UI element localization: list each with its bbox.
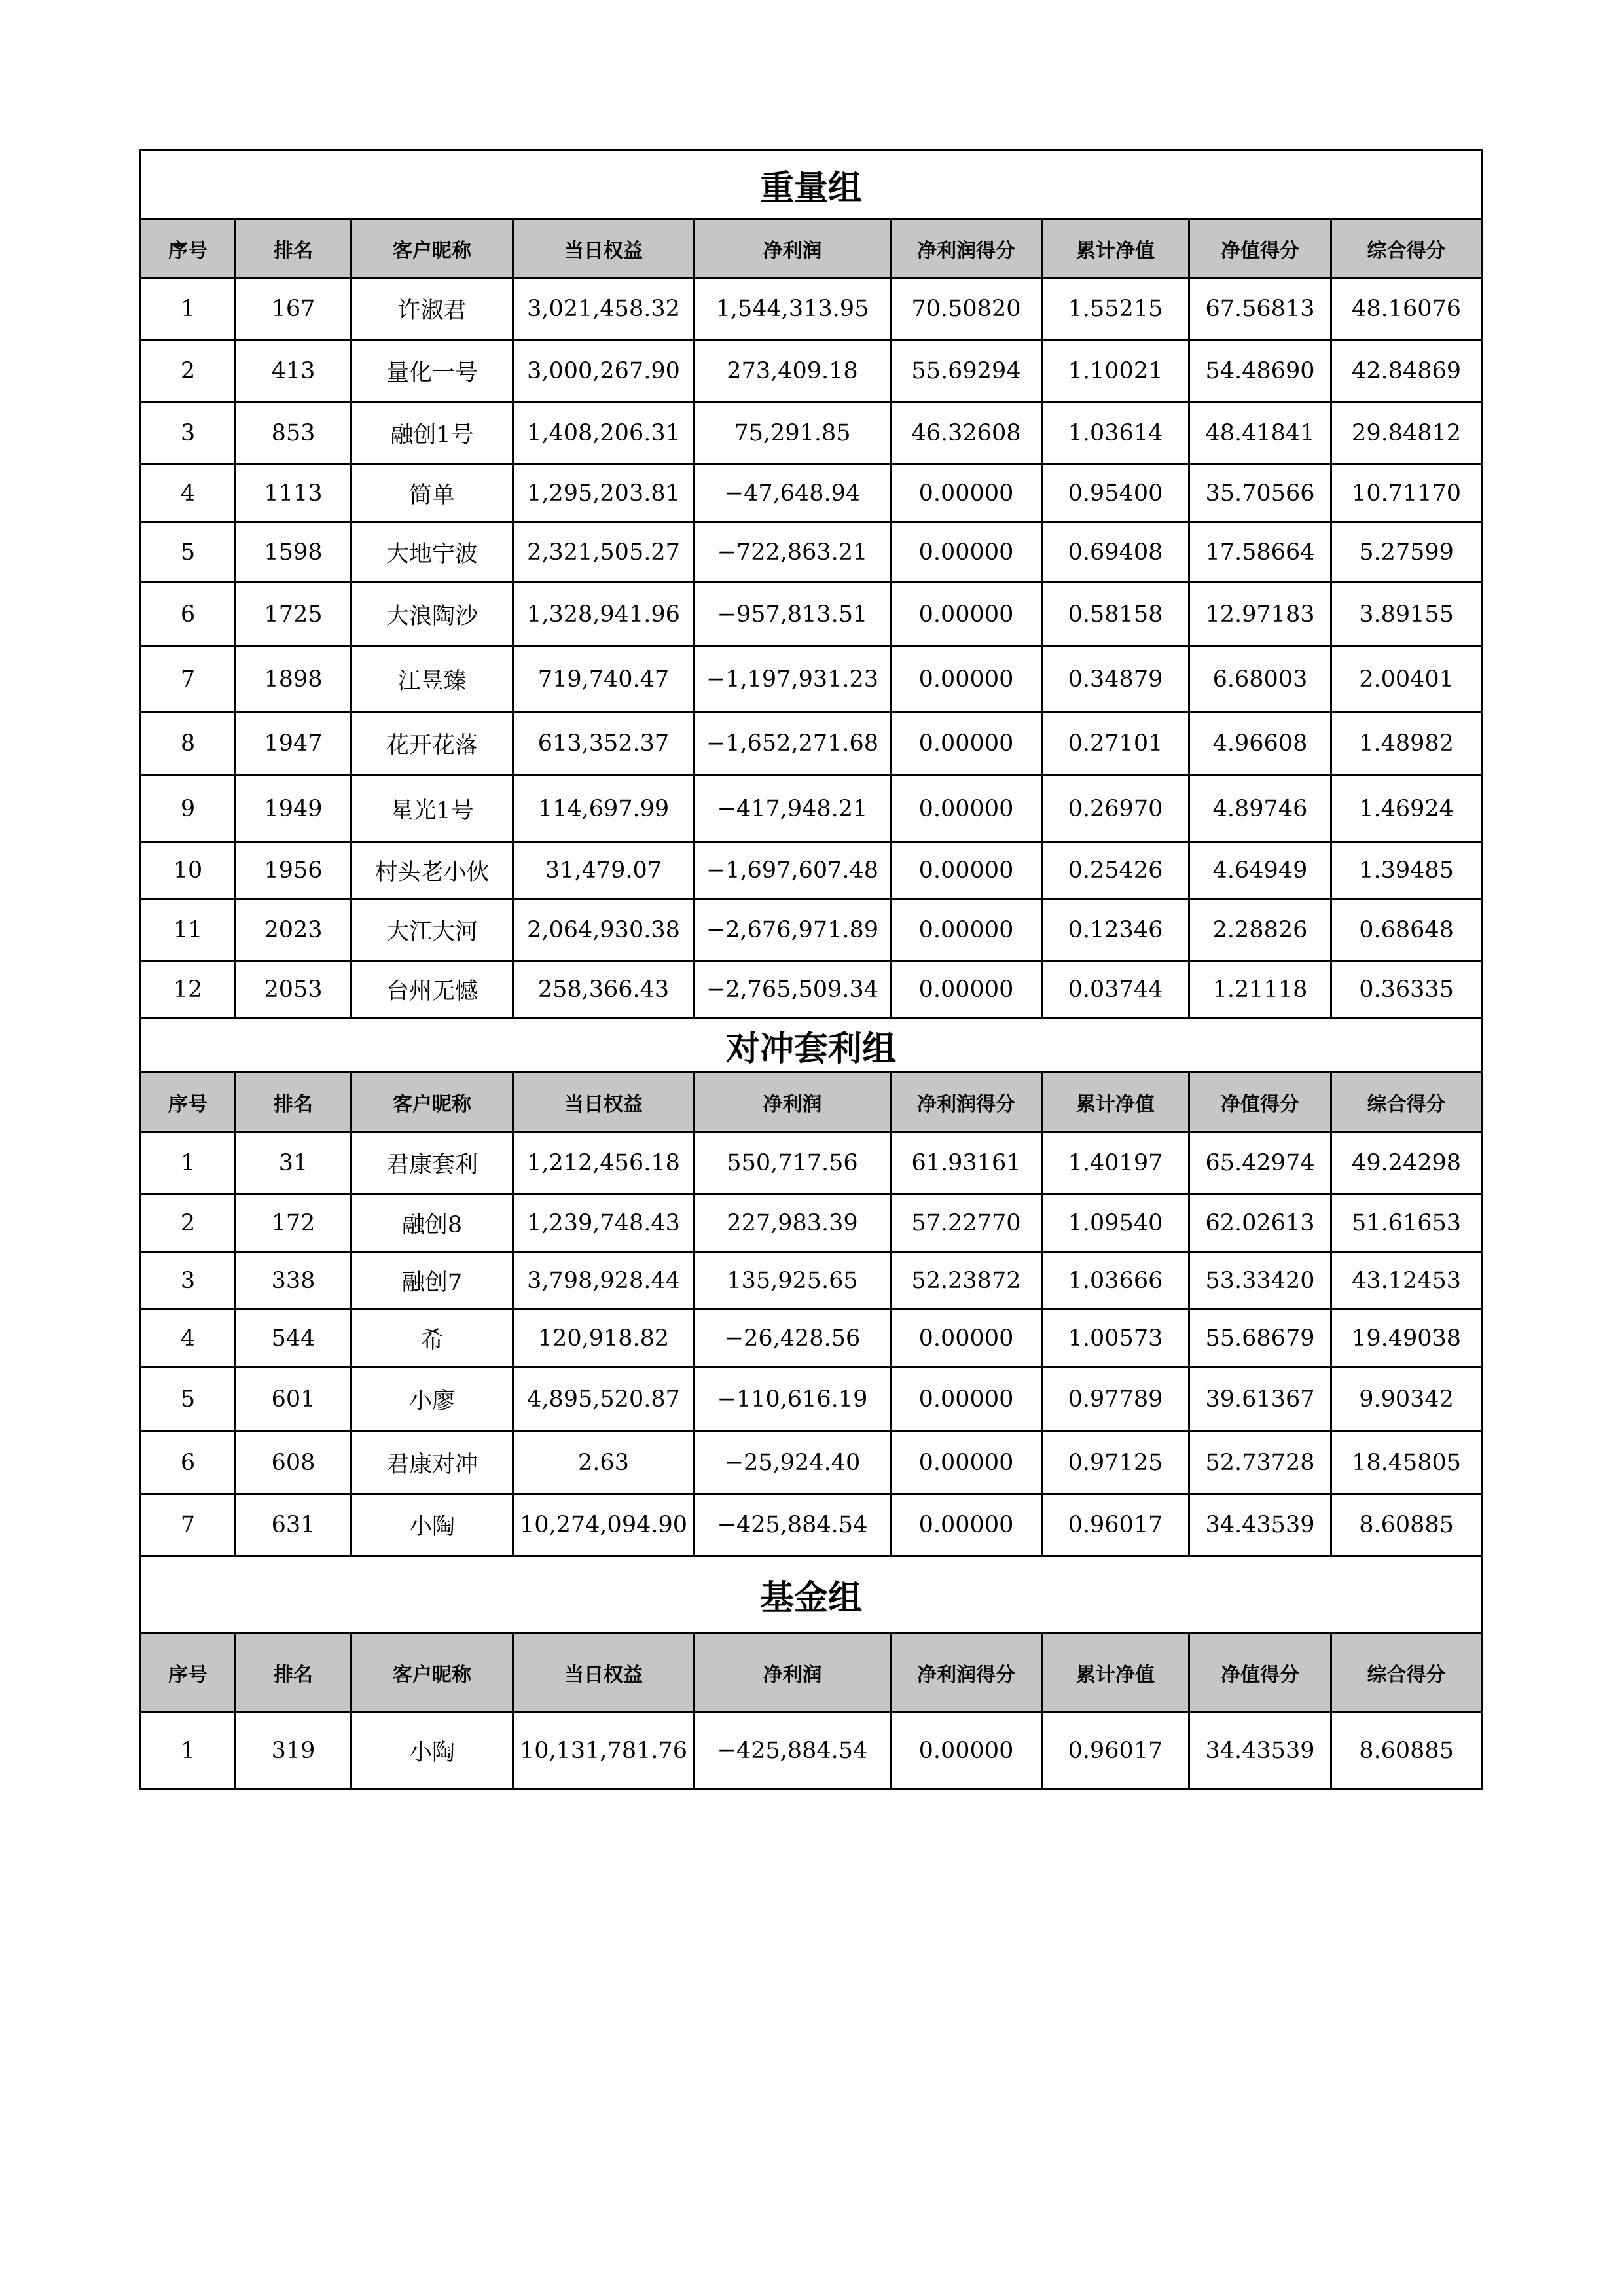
cell-rank: 1949 bbox=[236, 776, 352, 842]
cell-equity: 1,408,206.31 bbox=[513, 403, 695, 465]
cell-seq: 3 bbox=[141, 403, 236, 465]
cell-total-score: 42.84869 bbox=[1331, 340, 1482, 403]
table-row bbox=[141, 899, 1482, 961]
cell-nav-score: 48.41841 bbox=[1189, 403, 1331, 465]
cell-seq: 6 bbox=[141, 1431, 236, 1494]
column-header-rank: 排名 bbox=[236, 219, 352, 278]
cell-seq: 5 bbox=[141, 522, 236, 583]
cell-rank: 608 bbox=[236, 1431, 352, 1494]
cell-seq: 4 bbox=[141, 1310, 236, 1367]
ranking-table bbox=[139, 149, 1483, 1790]
table-row bbox=[141, 842, 1482, 899]
cell-equity: 3,000,267.90 bbox=[513, 340, 695, 403]
cell-nickname: 江昱臻 bbox=[352, 647, 513, 712]
column-header-total-score: 综合得分 bbox=[1331, 1634, 1482, 1712]
table-row bbox=[141, 1367, 1482, 1431]
column-header-nav-score: 净值得分 bbox=[1189, 219, 1331, 278]
cell-nickname: 台州无憾 bbox=[352, 961, 513, 1018]
cell-net-profit-score: 0.00000 bbox=[891, 1494, 1042, 1556]
cell-rank: 31 bbox=[236, 1132, 352, 1194]
column-header-seq: 序号 bbox=[141, 1634, 236, 1712]
cell-total-score: 10.71170 bbox=[1331, 465, 1482, 522]
ranking-sheet bbox=[139, 149, 1481, 1790]
cell-net-profit-score: 70.50820 bbox=[891, 278, 1042, 340]
cell-nickname: 许淑君 bbox=[352, 278, 513, 340]
column-header-net-profit: 净利润 bbox=[695, 1634, 891, 1712]
cell-nav-score: 53.33420 bbox=[1189, 1252, 1331, 1310]
cell-equity: 719,740.47 bbox=[513, 647, 695, 712]
cell-total-score: 1.48982 bbox=[1331, 712, 1482, 776]
cell-net-profit-score: 0.00000 bbox=[891, 712, 1042, 776]
table-header-row bbox=[141, 219, 1482, 278]
cell-equity: 114,697.99 bbox=[513, 776, 695, 842]
table-row bbox=[141, 1431, 1482, 1494]
column-header-cum-nav: 累计净值 bbox=[1042, 1634, 1189, 1712]
column-header-seq: 序号 bbox=[141, 1073, 236, 1132]
cell-cum-nav: 1.40197 bbox=[1042, 1132, 1189, 1194]
cell-rank: 1956 bbox=[236, 842, 352, 899]
table-row bbox=[141, 647, 1482, 712]
cell-equity: 1,239,748.43 bbox=[513, 1194, 695, 1252]
cell-net-profit-score: 57.22770 bbox=[891, 1194, 1042, 1252]
cell-seq: 7 bbox=[141, 1494, 236, 1556]
cell-cum-nav: 0.69408 bbox=[1042, 522, 1189, 583]
cell-equity: 3,021,458.32 bbox=[513, 278, 695, 340]
cell-rank: 2053 bbox=[236, 961, 352, 1018]
cell-net-profit: −1,197,931.23 bbox=[695, 647, 891, 712]
cell-nickname: 融创8 bbox=[352, 1194, 513, 1252]
cell-cum-nav: 1.03614 bbox=[1042, 403, 1189, 465]
cell-nav-score: 39.61367 bbox=[1189, 1367, 1331, 1431]
cell-equity: 1,295,203.81 bbox=[513, 465, 695, 522]
cell-nav-score: 4.89746 bbox=[1189, 776, 1331, 842]
cell-equity: 1,212,456.18 bbox=[513, 1132, 695, 1194]
column-header-nav-score: 净值得分 bbox=[1189, 1073, 1331, 1132]
cell-cum-nav: 0.97789 bbox=[1042, 1367, 1189, 1431]
cell-seq: 4 bbox=[141, 465, 236, 522]
cell-nickname: 融创7 bbox=[352, 1252, 513, 1310]
cell-nav-score: 12.97183 bbox=[1189, 583, 1331, 647]
cell-net-profit: 273,409.18 bbox=[695, 340, 891, 403]
cell-net-profit-score: 0.00000 bbox=[891, 465, 1042, 522]
group-title: 重量组 bbox=[141, 151, 1482, 219]
cell-nickname: 君康对冲 bbox=[352, 1431, 513, 1494]
table-row bbox=[141, 1494, 1482, 1556]
column-header-net-profit-score: 净利润得分 bbox=[891, 1634, 1042, 1712]
cell-cum-nav: 0.96017 bbox=[1042, 1712, 1189, 1789]
cell-cum-nav: 0.96017 bbox=[1042, 1494, 1189, 1556]
cell-total-score: 8.60885 bbox=[1331, 1494, 1482, 1556]
cell-net-profit-score: 0.00000 bbox=[891, 1712, 1042, 1789]
column-header-nickname: 客户昵称 bbox=[352, 219, 513, 278]
cell-nav-score: 6.68003 bbox=[1189, 647, 1331, 712]
cell-equity: 2,321,505.27 bbox=[513, 522, 695, 583]
cell-nickname: 融创1号 bbox=[352, 403, 513, 465]
table-row bbox=[141, 583, 1482, 647]
cell-net-profit: −2,765,509.34 bbox=[695, 961, 891, 1018]
cell-cum-nav: 1.00573 bbox=[1042, 1310, 1189, 1367]
table-header-row bbox=[141, 1634, 1482, 1712]
cell-rank: 853 bbox=[236, 403, 352, 465]
group-title: 基金组 bbox=[141, 1556, 1482, 1634]
cell-cum-nav: 0.03744 bbox=[1042, 961, 1189, 1018]
cell-net-profit-score: 52.23872 bbox=[891, 1252, 1042, 1310]
cell-net-profit-score: 0.00000 bbox=[891, 842, 1042, 899]
cell-total-score: 51.61653 bbox=[1331, 1194, 1482, 1252]
cell-nickname: 小陶 bbox=[352, 1712, 513, 1789]
table-row bbox=[141, 522, 1482, 583]
cell-net-profit: −1,697,607.48 bbox=[695, 842, 891, 899]
cell-total-score: 8.60885 bbox=[1331, 1712, 1482, 1789]
cell-net-profit: −722,863.21 bbox=[695, 522, 891, 583]
cell-nickname: 希 bbox=[352, 1310, 513, 1367]
cell-net-profit-score: 0.00000 bbox=[891, 961, 1042, 1018]
cell-net-profit: 1,544,313.95 bbox=[695, 278, 891, 340]
column-header-equity: 当日权益 bbox=[513, 1634, 695, 1712]
cell-seq: 5 bbox=[141, 1367, 236, 1431]
cell-nav-score: 34.43539 bbox=[1189, 1494, 1331, 1556]
cell-seq: 8 bbox=[141, 712, 236, 776]
cell-seq: 9 bbox=[141, 776, 236, 842]
cell-equity: 2.63 bbox=[513, 1431, 695, 1494]
cell-equity: 2,064,930.38 bbox=[513, 899, 695, 961]
cell-net-profit-score: 55.69294 bbox=[891, 340, 1042, 403]
cell-total-score: 18.45805 bbox=[1331, 1431, 1482, 1494]
cell-net-profit-score: 61.93161 bbox=[891, 1132, 1042, 1194]
cell-net-profit: −2,676,971.89 bbox=[695, 899, 891, 961]
cell-equity: 31,479.07 bbox=[513, 842, 695, 899]
column-header-cum-nav: 累计净值 bbox=[1042, 219, 1189, 278]
table-row bbox=[141, 712, 1482, 776]
cell-nav-score: 65.42974 bbox=[1189, 1132, 1331, 1194]
cell-nav-score: 2.28826 bbox=[1189, 899, 1331, 961]
cell-net-profit: −26,428.56 bbox=[695, 1310, 891, 1367]
cell-seq: 1 bbox=[141, 1132, 236, 1194]
cell-net-profit: 227,983.39 bbox=[695, 1194, 891, 1252]
column-header-equity: 当日权益 bbox=[513, 219, 695, 278]
cell-seq: 10 bbox=[141, 842, 236, 899]
cell-net-profit: −425,884.54 bbox=[695, 1494, 891, 1556]
group-title-row bbox=[141, 151, 1482, 219]
cell-seq: 2 bbox=[141, 1194, 236, 1252]
cell-nav-score: 34.43539 bbox=[1189, 1712, 1331, 1789]
cell-nav-score: 54.48690 bbox=[1189, 340, 1331, 403]
cell-net-profit-score: 0.00000 bbox=[891, 899, 1042, 961]
cell-cum-nav: 0.27101 bbox=[1042, 712, 1189, 776]
cell-rank: 601 bbox=[236, 1367, 352, 1431]
table-row bbox=[141, 961, 1482, 1018]
cell-total-score: 1.39485 bbox=[1331, 842, 1482, 899]
cell-rank: 167 bbox=[236, 278, 352, 340]
cell-total-score: 9.90342 bbox=[1331, 1367, 1482, 1431]
cell-net-profit-score: 0.00000 bbox=[891, 1431, 1042, 1494]
cell-cum-nav: 1.09540 bbox=[1042, 1194, 1189, 1252]
cell-equity: 613,352.37 bbox=[513, 712, 695, 776]
cell-nickname: 大地宁波 bbox=[352, 522, 513, 583]
cell-nav-score: 4.96608 bbox=[1189, 712, 1331, 776]
cell-total-score: 19.49038 bbox=[1331, 1310, 1482, 1367]
cell-nav-score: 67.56813 bbox=[1189, 278, 1331, 340]
cell-equity: 120,918.82 bbox=[513, 1310, 695, 1367]
cell-seq: 12 bbox=[141, 961, 236, 1018]
cell-total-score: 1.46924 bbox=[1331, 776, 1482, 842]
cell-nickname: 小廖 bbox=[352, 1367, 513, 1431]
cell-total-score: 29.84812 bbox=[1331, 403, 1482, 465]
cell-total-score: 2.00401 bbox=[1331, 647, 1482, 712]
table-row bbox=[141, 1310, 1482, 1367]
table-row bbox=[141, 465, 1482, 522]
column-header-cum-nav: 累计净值 bbox=[1042, 1073, 1189, 1132]
cell-cum-nav: 0.25426 bbox=[1042, 842, 1189, 899]
cell-nav-score: 52.73728 bbox=[1189, 1431, 1331, 1494]
table-row bbox=[141, 278, 1482, 340]
cell-nickname: 量化一号 bbox=[352, 340, 513, 403]
cell-rank: 172 bbox=[236, 1194, 352, 1252]
column-header-total-score: 综合得分 bbox=[1331, 219, 1482, 278]
cell-rank: 544 bbox=[236, 1310, 352, 1367]
cell-cum-nav: 1.55215 bbox=[1042, 278, 1189, 340]
cell-net-profit: −957,813.51 bbox=[695, 583, 891, 647]
group-title-row bbox=[141, 1556, 1482, 1634]
column-header-nav-score: 净值得分 bbox=[1189, 1634, 1331, 1712]
cell-nav-score: 1.21118 bbox=[1189, 961, 1331, 1018]
column-header-net-profit-score: 净利润得分 bbox=[891, 219, 1042, 278]
cell-nav-score: 17.58664 bbox=[1189, 522, 1331, 583]
table-row bbox=[141, 1252, 1482, 1310]
cell-seq: 1 bbox=[141, 1712, 236, 1789]
cell-seq: 1 bbox=[141, 278, 236, 340]
table-row bbox=[141, 1712, 1482, 1789]
cell-nickname: 星光1号 bbox=[352, 776, 513, 842]
table-row bbox=[141, 340, 1482, 403]
cell-nav-score: 62.02613 bbox=[1189, 1194, 1331, 1252]
cell-nickname: 花开花落 bbox=[352, 712, 513, 776]
cell-rank: 338 bbox=[236, 1252, 352, 1310]
cell-total-score: 0.36335 bbox=[1331, 961, 1482, 1018]
cell-net-profit: 75,291.85 bbox=[695, 403, 891, 465]
cell-net-profit: −110,616.19 bbox=[695, 1367, 891, 1431]
column-header-rank: 排名 bbox=[236, 1073, 352, 1132]
cell-rank: 413 bbox=[236, 340, 352, 403]
cell-seq: 2 bbox=[141, 340, 236, 403]
cell-cum-nav: 1.10021 bbox=[1042, 340, 1189, 403]
table-row bbox=[141, 403, 1482, 465]
cell-cum-nav: 0.58158 bbox=[1042, 583, 1189, 647]
cell-total-score: 48.16076 bbox=[1331, 278, 1482, 340]
cell-total-score: 49.24298 bbox=[1331, 1132, 1482, 1194]
cell-cum-nav: 1.03666 bbox=[1042, 1252, 1189, 1310]
cell-total-score: 43.12453 bbox=[1331, 1252, 1482, 1310]
column-header-total-score: 综合得分 bbox=[1331, 1073, 1482, 1132]
column-header-nickname: 客户昵称 bbox=[352, 1073, 513, 1132]
group-title: 对冲套利组 bbox=[141, 1018, 1482, 1073]
column-header-net-profit-score: 净利润得分 bbox=[891, 1073, 1042, 1132]
cell-nav-score: 4.64949 bbox=[1189, 842, 1331, 899]
cell-rank: 1725 bbox=[236, 583, 352, 647]
cell-rank: 1947 bbox=[236, 712, 352, 776]
cell-net-profit-score: 0.00000 bbox=[891, 583, 1042, 647]
cell-cum-nav: 0.26970 bbox=[1042, 776, 1189, 842]
cell-seq: 6 bbox=[141, 583, 236, 647]
cell-net-profit: −417,948.21 bbox=[695, 776, 891, 842]
cell-net-profit: 135,925.65 bbox=[695, 1252, 891, 1310]
column-header-net-profit: 净利润 bbox=[695, 219, 891, 278]
cell-nav-score: 55.68679 bbox=[1189, 1310, 1331, 1367]
cell-cum-nav: 0.34879 bbox=[1042, 647, 1189, 712]
cell-net-profit: −47,648.94 bbox=[695, 465, 891, 522]
cell-rank: 1598 bbox=[236, 522, 352, 583]
table-row bbox=[141, 1132, 1482, 1194]
column-header-seq: 序号 bbox=[141, 219, 236, 278]
cell-total-score: 0.68648 bbox=[1331, 899, 1482, 961]
cell-net-profit: 550,717.56 bbox=[695, 1132, 891, 1194]
cell-net-profit-score: 0.00000 bbox=[891, 1310, 1042, 1367]
table-row bbox=[141, 1194, 1482, 1252]
cell-nickname: 简单 bbox=[352, 465, 513, 522]
cell-nickname: 小陶 bbox=[352, 1494, 513, 1556]
cell-equity: 10,274,094.90 bbox=[513, 1494, 695, 1556]
cell-net-profit-score: 0.00000 bbox=[891, 1367, 1042, 1431]
cell-cum-nav: 0.97125 bbox=[1042, 1431, 1189, 1494]
column-header-net-profit: 净利润 bbox=[695, 1073, 891, 1132]
cell-seq: 11 bbox=[141, 899, 236, 961]
cell-net-profit-score: 46.32608 bbox=[891, 403, 1042, 465]
cell-equity: 258,366.43 bbox=[513, 961, 695, 1018]
cell-net-profit-score: 0.00000 bbox=[891, 776, 1042, 842]
cell-nav-score: 35.70566 bbox=[1189, 465, 1331, 522]
cell-rank: 631 bbox=[236, 1494, 352, 1556]
cell-net-profit: −425,884.54 bbox=[695, 1712, 891, 1789]
cell-equity: 1,328,941.96 bbox=[513, 583, 695, 647]
cell-cum-nav: 0.95400 bbox=[1042, 465, 1189, 522]
cell-seq: 3 bbox=[141, 1252, 236, 1310]
cell-nickname: 君康套利 bbox=[352, 1132, 513, 1194]
cell-equity: 10,131,781.76 bbox=[513, 1712, 695, 1789]
table-header-row bbox=[141, 1073, 1482, 1132]
cell-total-score: 3.89155 bbox=[1331, 583, 1482, 647]
cell-equity: 4,895,520.87 bbox=[513, 1367, 695, 1431]
cell-net-profit-score: 0.00000 bbox=[891, 647, 1042, 712]
cell-net-profit: −1,652,271.68 bbox=[695, 712, 891, 776]
cell-nickname: 大江大河 bbox=[352, 899, 513, 961]
cell-rank: 2023 bbox=[236, 899, 352, 961]
cell-nickname: 村头老小伙 bbox=[352, 842, 513, 899]
cell-net-profit: −25,924.40 bbox=[695, 1431, 891, 1494]
cell-equity: 3,798,928.44 bbox=[513, 1252, 695, 1310]
table-row bbox=[141, 776, 1482, 842]
group-title-row bbox=[141, 1018, 1482, 1073]
cell-rank: 319 bbox=[236, 1712, 352, 1789]
cell-cum-nav: 0.12346 bbox=[1042, 899, 1189, 961]
cell-total-score: 5.27599 bbox=[1331, 522, 1482, 583]
cell-rank: 1113 bbox=[236, 465, 352, 522]
cell-rank: 1898 bbox=[236, 647, 352, 712]
column-header-equity: 当日权益 bbox=[513, 1073, 695, 1132]
cell-nickname: 大浪陶沙 bbox=[352, 583, 513, 647]
column-header-nickname: 客户昵称 bbox=[352, 1634, 513, 1712]
cell-net-profit-score: 0.00000 bbox=[891, 522, 1042, 583]
column-header-rank: 排名 bbox=[236, 1634, 352, 1712]
cell-seq: 7 bbox=[141, 647, 236, 712]
